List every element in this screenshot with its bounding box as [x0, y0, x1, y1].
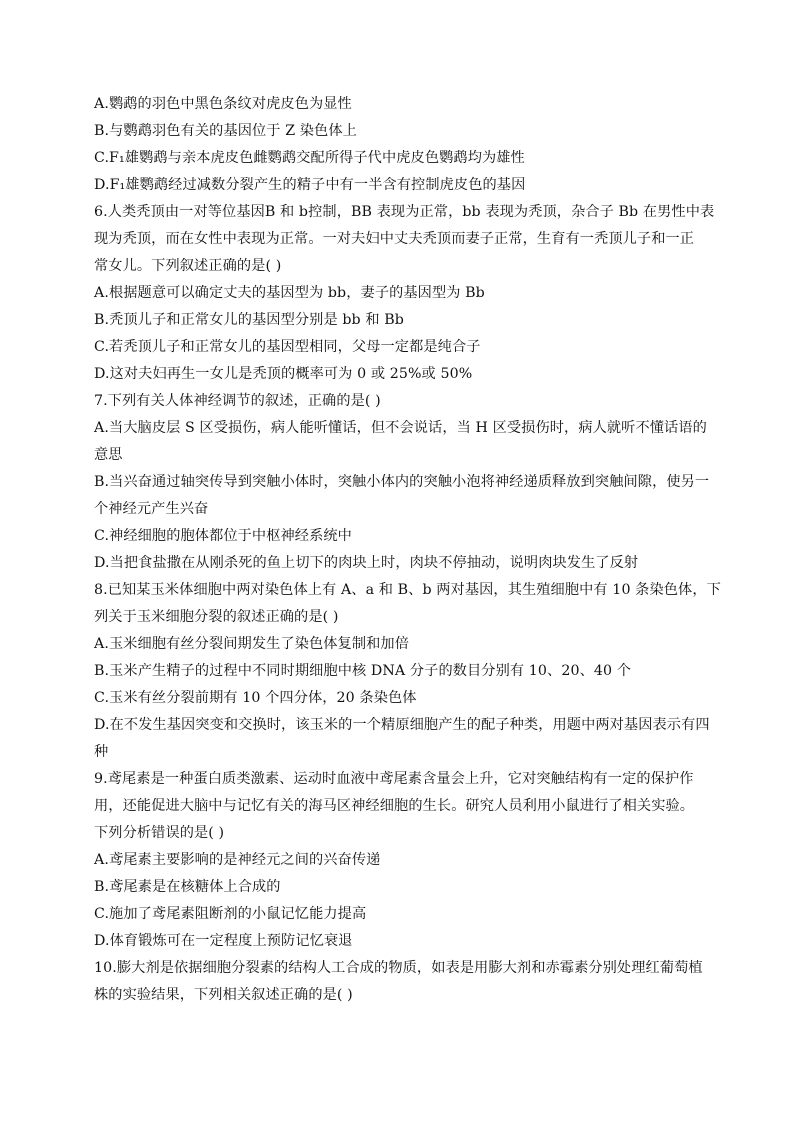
q6-stem-line-3: 常女儿。下列叙述正确的是( ) — [94, 258, 282, 274]
q9-option-b: B.鸢尾素是在核糖体上合成的 — [94, 879, 281, 895]
q8-stem-line-2: 列关于玉米细胞分裂的叙述正确的是( ) — [94, 609, 339, 625]
q5-option-b: B.与鹦鹉羽色有关的基因位于 Z 染色体上 — [94, 123, 357, 139]
q7-option-b-line-2: 个神经元产生兴奋 — [94, 501, 209, 517]
q8-option-b: B.玉米产生精子的过程中不同时期细胞中核 DNA 分子的数目分别有 10、20、40 个 — [94, 663, 632, 679]
q5-option-c: C.F₁雄鹦鹉与亲本虎皮色雌鹦鹉交配所得子代中虎皮色鹦鹉均为雄性 — [94, 150, 525, 166]
q6-stem-line-2: 现为秃顶，而在女性中表现为正常。一对夫妇中丈夫秃顶而妻子正常，生育有一秃顶儿子和一正 — [94, 231, 695, 247]
q10-stem-line-1: 10.膨大剂是依据细胞分裂素的结构人工合成的物质，如表是用膨大剂和赤霉素分别处理红葡萄植 — [94, 960, 703, 976]
q7-option-a-line-2: 意思 — [94, 447, 123, 463]
q6-stem-line-1: 6.人类秃顶由一对等位基因B 和 b控制，BB 表现为正常，bb 表现为秃顶，杂合子 Bb 在男性中表 — [94, 204, 715, 220]
q9-option-d: D.体育锻炼可在一定程度上预防记忆衰退 — [94, 933, 353, 949]
q8-stem-line-1: 8.已知某玉米体细胞中两对染色体上有 A、a 和 B、b 两对基因，其生殖细胞中有 10 条染色体，下 — [94, 582, 721, 598]
q9-option-c: C.施加了鸢尾素阻断剂的小鼠记忆能力提高 — [94, 906, 367, 922]
q9-stem-line-1: 9.鸢尾素是一种蛋白质类激素、运动时血液中鸢尾素含量会上升，它对突触结构有一定的保护作 — [94, 771, 694, 787]
q8-option-c: C.玉米有丝分裂前期有 10 个四分体，20 条染色体 — [94, 690, 417, 706]
q7-option-c: C.神经细胞的胞体都位于中枢神经系统中 — [94, 528, 352, 544]
q6-option-a: A.根据题意可以确定丈夫的基因型为 bb，妻子的基因型为 Bb — [94, 285, 485, 301]
q7-option-b-line-1: B.当兴奋通过轴突传导到突触小体时，突触小体内的突触小泡将神经递质释放到突触间隙，使另一 — [94, 474, 710, 490]
q5-option-d: D.F₁雄鹦鹉经过减数分裂产生的精子中有一半含有控制虎皮色的基因 — [94, 177, 526, 193]
q6-option-d: D.这对夫妇再生一女儿是秃顶的概率可为 0 或 25%或 50% — [94, 366, 473, 382]
q7-option-a-line-1: A.当大脑皮层 S 区受损伤，病人能听懂话，但不会说话，当 H 区受损伤时，病人就听不懂话语的 — [94, 420, 707, 436]
q8-option-d-line-2: 种 — [94, 744, 109, 760]
q6-option-b: B.秃顶儿子和正常女儿的基因型分别是 bb 和 Bb — [94, 312, 404, 328]
q7-option-d: D.当把食盐撒在从刚杀死的鱼上切下的肉块上时，肉块不停抽动，说明肉块发生了反射 — [94, 555, 639, 571]
q9-stem-line-2: 用，还能促进大脑中与记忆有关的海马区神经细胞的生长。研究人员利用小鼠进行了相关实验。 — [94, 798, 695, 814]
q9-stem-line-3: 下列分析错误的是( ) — [94, 825, 225, 841]
q6-option-c: C.若秃顶儿子和正常女儿的基因型相同，父母一定都是纯合子 — [94, 339, 481, 355]
q7-stem: 7.下列有关人体神经调节的叙述，正确的是( ) — [94, 393, 381, 409]
q10-stem-line-2: 株的实验结果，下列相关叙述正确的是( ) — [94, 987, 353, 1003]
q5-option-a: A.鹦鹉的羽色中黑色条纹对虎皮色为显性 — [94, 96, 352, 112]
q8-option-d-line-1: D.在不发生基因突变和交换时，该玉米的一个精原细胞产生的配子种类，用题中两对基因表示有四 — [94, 717, 710, 733]
q8-option-a: A.玉米细胞有丝分裂间期发生了染色体复制和加倍 — [94, 636, 409, 652]
q9-option-a: A.鸢尾素主要影响的是神经元之间的兴奋传递 — [94, 852, 381, 868]
